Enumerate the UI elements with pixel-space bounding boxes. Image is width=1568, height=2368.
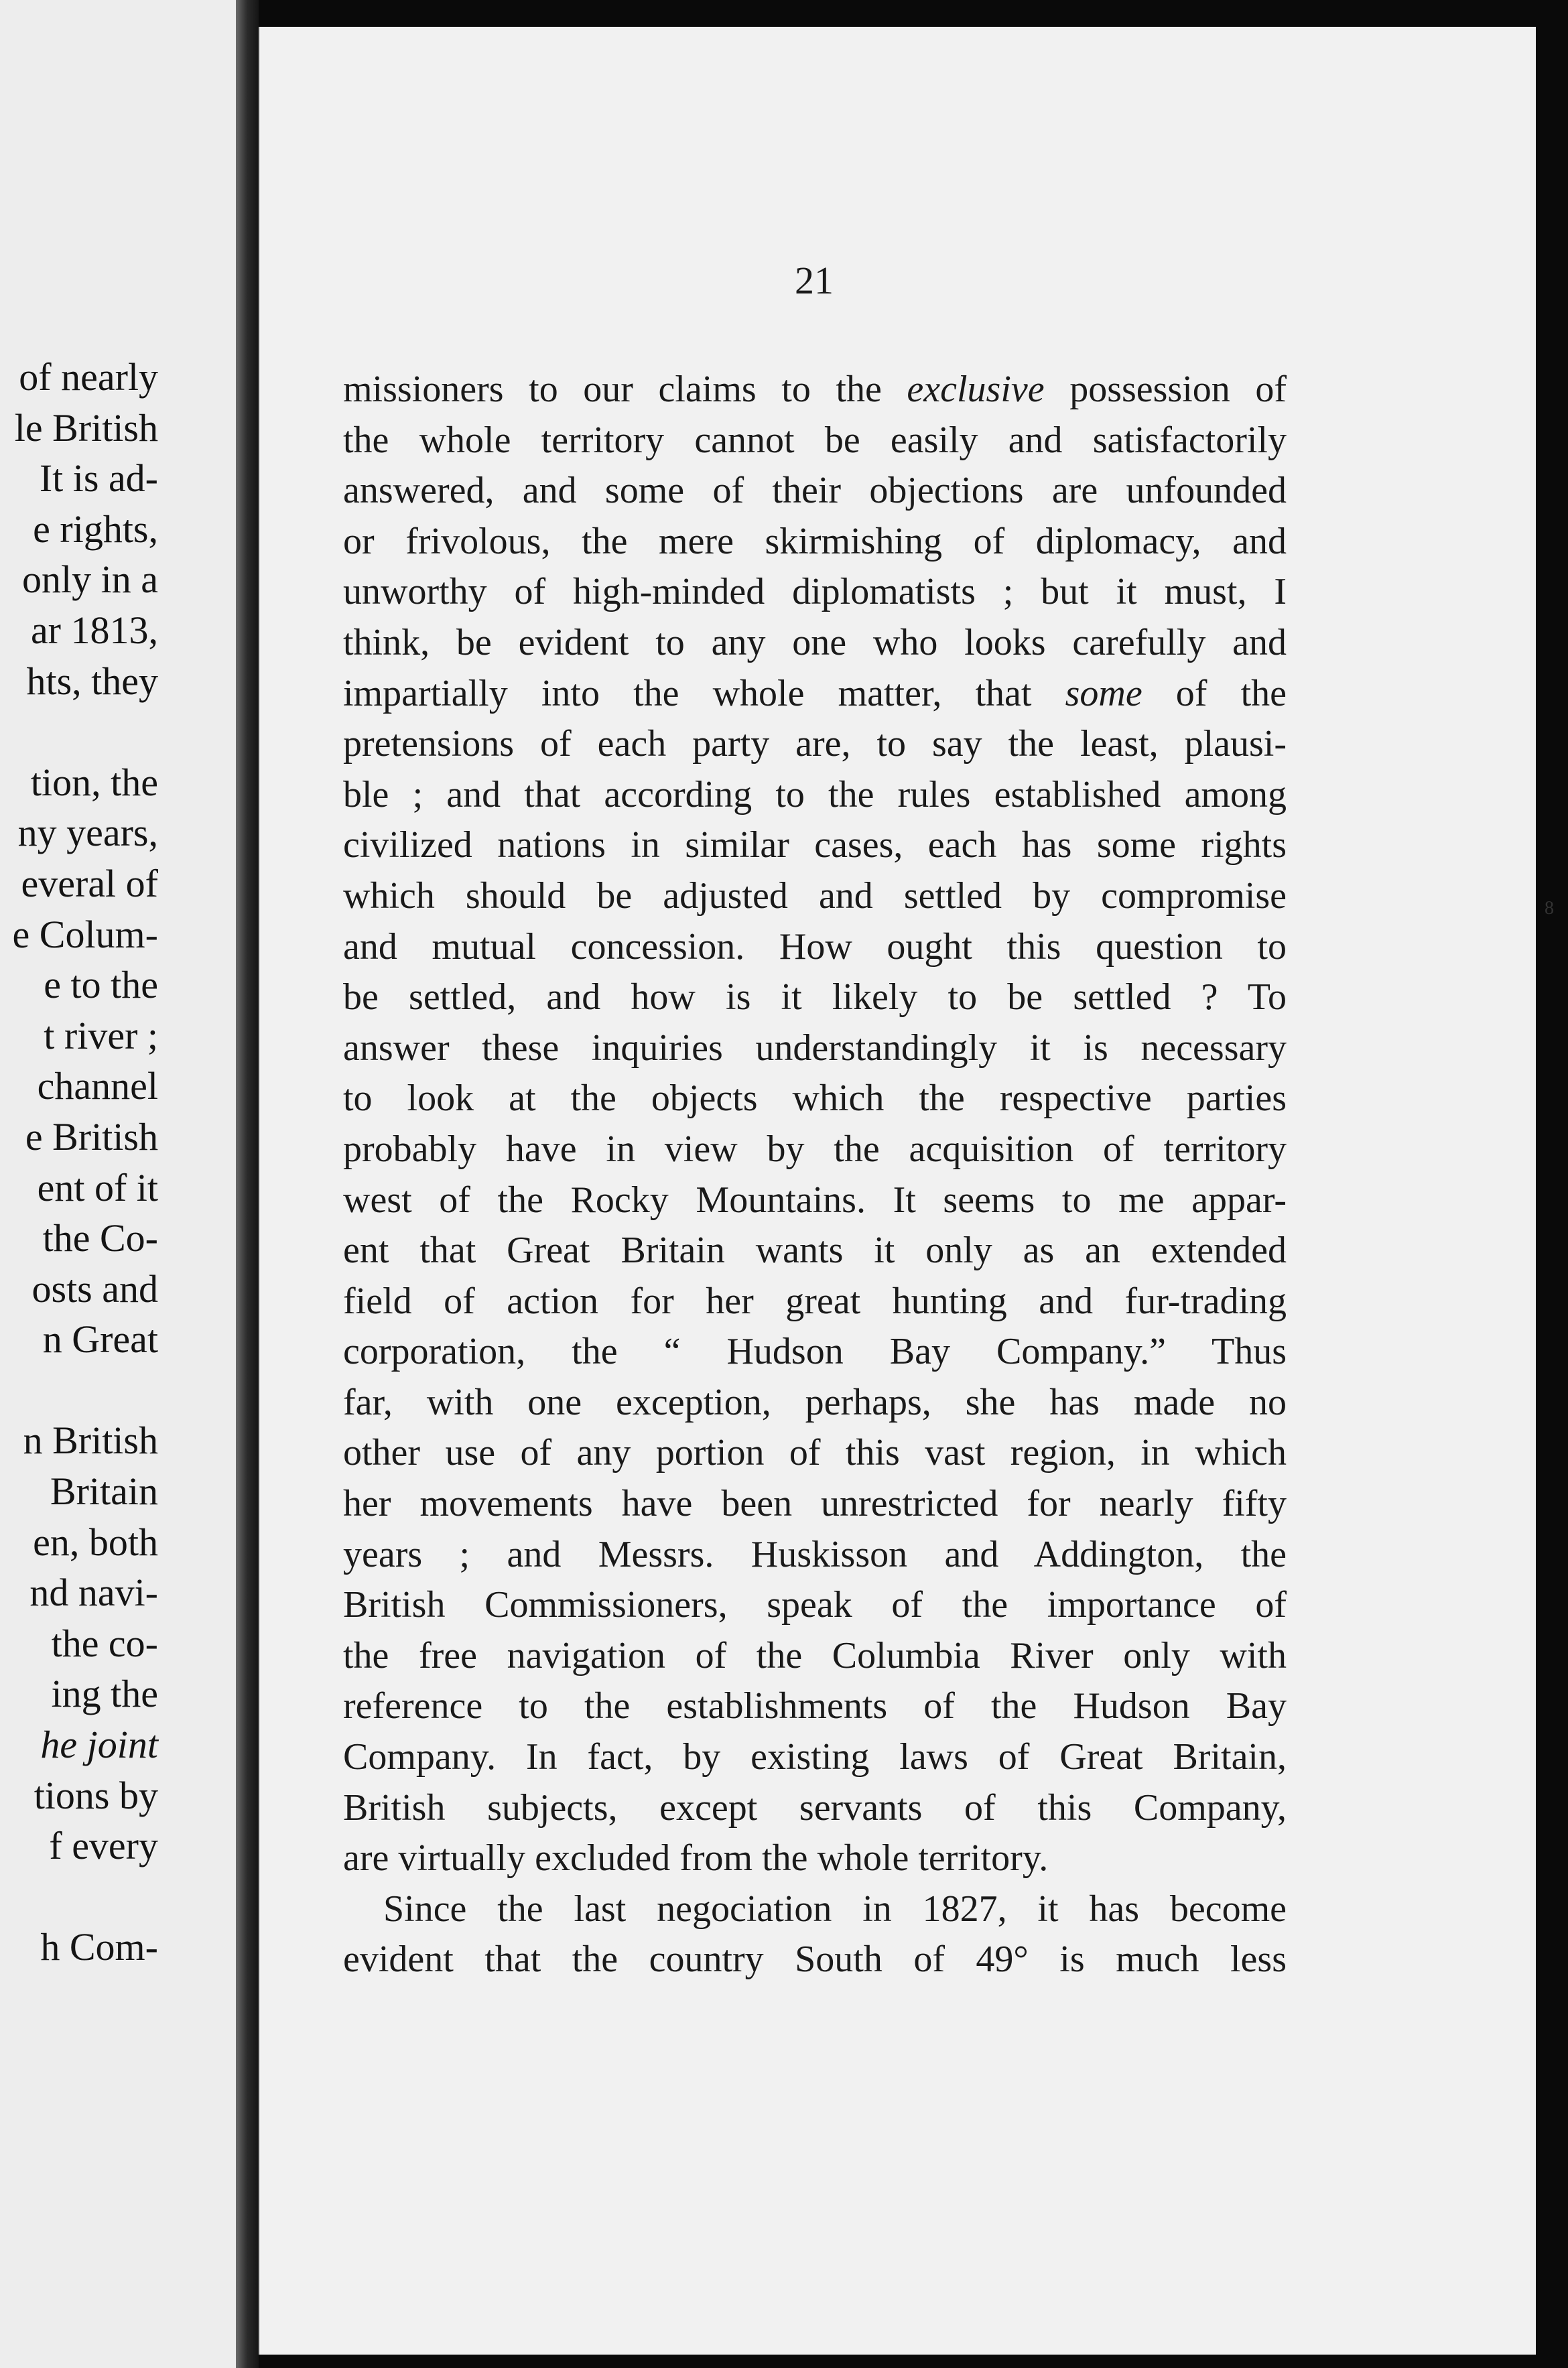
left-line: e British (25, 1114, 158, 1159)
left-page-text (13, 352, 158, 1973)
left-line: ent of it (37, 1165, 158, 1209)
left-line: only in a (22, 557, 158, 602)
left-line (13, 1365, 158, 1416)
text-line: years ; and Messrs. Huskisson and Addington, the (343, 1533, 1287, 1575)
body-text (343, 365, 1287, 1985)
left-line: le British (14, 405, 158, 450)
page-number: 21 (795, 259, 834, 302)
left-line: ing the (51, 1672, 158, 1716)
left-line: everal of (21, 861, 158, 905)
left-line: of nearly (19, 355, 158, 399)
emphasis: exclusive (907, 369, 1045, 410)
text-line: answered, and some of their objections are unfounded (343, 470, 1287, 512)
left-line: t river ; (44, 1013, 158, 1057)
left-line: Britain (50, 1469, 158, 1514)
text-line: be settled, and how is it likely to be settled ? To (343, 976, 1287, 1018)
text-line: the whole territory cannot be easily and satisfactorily (343, 419, 1287, 461)
text-line: evident that the country South of 49° is much less (343, 1938, 1287, 1981)
left-facing-page (0, 0, 236, 2368)
left-line: f every (49, 1824, 158, 1868)
left-line: channel (37, 1064, 158, 1108)
text-line: probably have in view by the acquisition of territory (343, 1128, 1287, 1170)
left-line (13, 706, 158, 757)
text-line: her movements have been unrestricted for nearly fifty (343, 1483, 1287, 1525)
text-line: are virtually excluded from the whole territory. (343, 1837, 1049, 1880)
text-line: missioners to our claims to the exclusive possession of (343, 369, 1287, 410)
text-line: answer these inquiries understandingly it is necessary (343, 1027, 1287, 1069)
left-line: osts and (31, 1266, 158, 1311)
text-line: Company. In fact, by existing laws of Great Britain, (343, 1736, 1287, 1778)
text-line: civilized nations in similar cases, each has some rights (343, 824, 1287, 866)
left-line: ny years, (17, 811, 158, 855)
left-line-italic: he joint (40, 1723, 158, 1767)
left-line: e Colum- (12, 912, 158, 956)
text-line: pretensions of each party are, to say the least, plausi- (343, 723, 1287, 765)
text-line: ble ; and that according to the rules established among (343, 773, 1287, 815)
book-gutter (236, 0, 259, 2368)
left-line: the Co- (42, 1216, 158, 1260)
left-line: It is ad- (39, 456, 158, 501)
text-line: British Commissioners, speak of the importance of (343, 1584, 1287, 1626)
left-line (13, 1871, 158, 1922)
text-line: unworthy of high-minded diplomatists ; but it must, I (343, 571, 1287, 613)
left-line: tions by (34, 1773, 158, 1817)
text-line: ent that Great Britain wants it only as an extended (343, 1230, 1287, 1272)
text-line: other use of any portion of this vast region, in which (343, 1432, 1287, 1474)
left-line: tion, the (30, 760, 158, 804)
left-line: e rights, (33, 507, 158, 551)
left-line: the co- (51, 1621, 158, 1665)
margin-mark: 8 (1545, 898, 1554, 919)
text-line: which should be adjusted and settled by compromise (343, 874, 1287, 917)
text-line: field of action for her great hunting and fur-trading (343, 1280, 1287, 1322)
text-line: and mutual concession. How ought this question to (343, 925, 1287, 968)
left-line: nd navi- (29, 1571, 158, 1615)
text-line: west of the Rocky Mountains. It seems to me appar- (343, 1179, 1287, 1221)
text-line: far, with one exception, perhaps, she has made no (343, 1381, 1287, 1423)
text-line: impartially into the whole matter, that some of the (343, 672, 1287, 714)
left-line: hts, they (26, 659, 158, 703)
left-line: ar 1813, (30, 608, 158, 652)
text-line: the free navigation of the Columbia River only with (343, 1634, 1287, 1676)
text-line: think, be evident to any one who looks carefully and (343, 621, 1287, 663)
text-line: reference to the establishments of the Hudson Bay (343, 1685, 1287, 1727)
text-line: British subjects, except servants of this Company, (343, 1786, 1287, 1829)
text-line: Since the last negociation in 1827, it has become (383, 1888, 1287, 1930)
left-line: n British (23, 1419, 158, 1463)
text-line: or frivolous, the mere skirmishing of diplomacy, and (343, 520, 1287, 562)
left-line: n Great (42, 1317, 158, 1362)
text-line: corporation, the “ Hudson Bay Company.” Thus (343, 1331, 1287, 1373)
left-line: h Com- (40, 1925, 158, 1969)
emphasis: some (1065, 672, 1142, 714)
left-line: e to the (44, 963, 158, 1007)
text-line: to look at the objects which the respective parties (343, 1077, 1287, 1120)
left-line: en, both (33, 1520, 158, 1564)
